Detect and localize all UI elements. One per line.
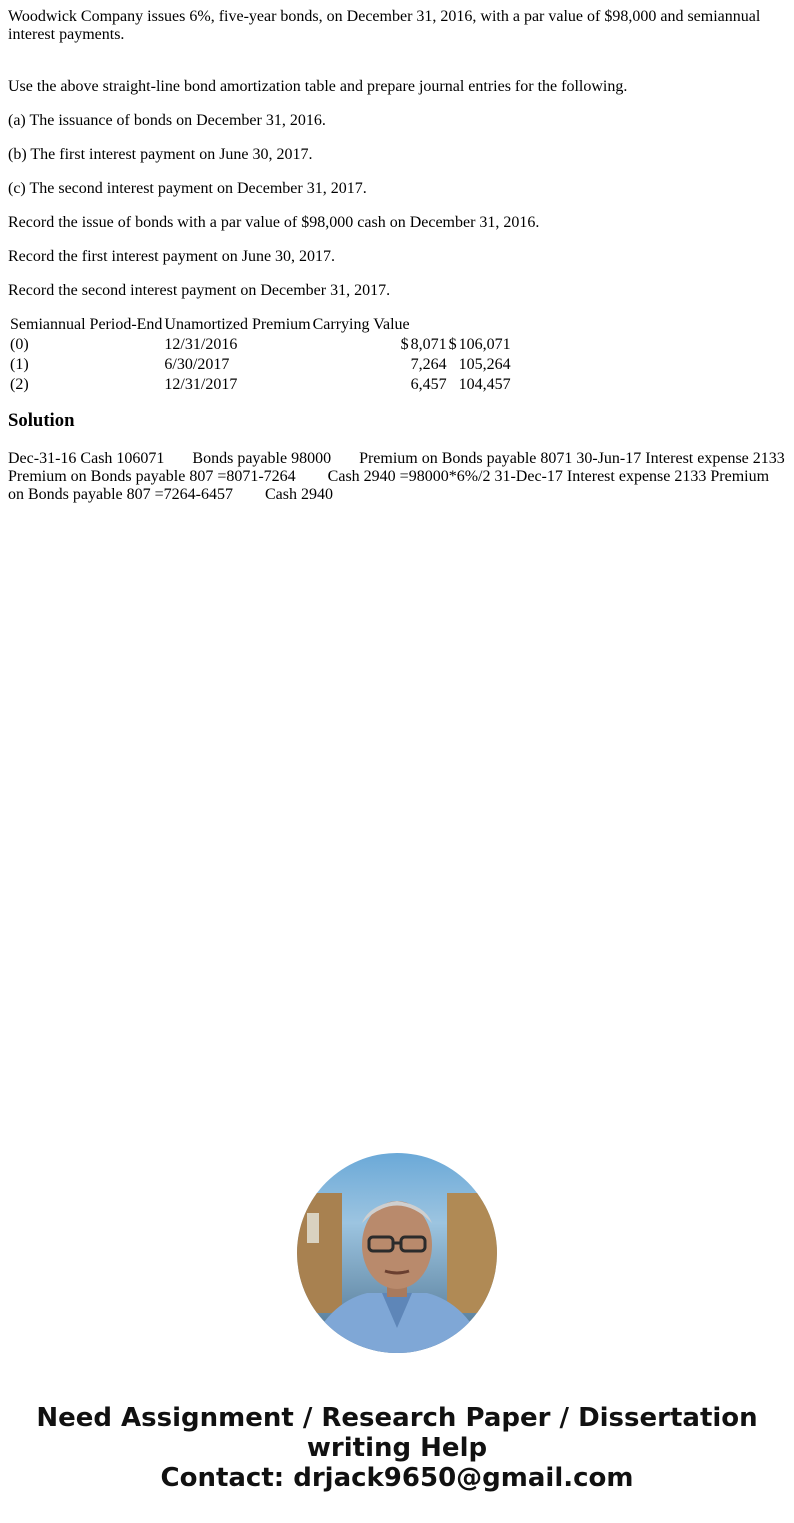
premium-cell: 8,071 (410, 336, 447, 353)
promo-contact: Contact: drjack9650@gmail.com (160, 1463, 634, 1493)
premium-cell: 7,264 (410, 356, 447, 373)
promo-line-1: Need Assignment / Research Paper / Dissertation (36, 1403, 758, 1433)
record-issue: Record the issue of bonds with a par value of $98,000 cash on December 31, 2016. (8, 214, 540, 231)
author-photo (297, 1153, 497, 1353)
currency-symbol: $ (400, 336, 409, 353)
question-intro: Woodwick Company issues 6%, five-year bonds, on December 31, 2016, with a par value of $98,000 and semiannual interest payments. (8, 8, 761, 43)
question-instruction: Use the above straight-line bond amortization table and prepare journal entries for the following. (8, 78, 628, 95)
promo-line-2: writing Help (306, 1433, 488, 1463)
question-part-c: (c) The second interest payment on December 31, 2017. (8, 180, 367, 197)
date-cell: 12/31/2017 (164, 376, 238, 393)
record-first-payment: Record the first interest payment on June 30, 2017. (8, 248, 336, 265)
document-body (8, 8, 789, 504)
header-carrying: Carrying Value (312, 316, 410, 333)
solution-text: Dec-31-16 Cash 106071 Bonds payable 98000 Premium on Bonds payable 8071 30-Jun-17 Interest expense 2133 Premium on Bonds payable 807 =8071-7264 Cash 2940 =98000*6%/2 31-Dec-17 Interest expense 2133 Premium on Bonds payable 807 =7264-6457 Cash 2940 (8, 450, 789, 503)
premium-cell: 6,457 (410, 376, 447, 393)
period-cell: (2) (10, 376, 29, 393)
question-part-b: (b) The first interest payment on June 30, 2017. (8, 146, 313, 163)
table-header-row (10, 316, 511, 334)
period-cell: (1) (10, 356, 29, 373)
header-period: Semiannual Period-End (10, 316, 163, 333)
promo-banner (0, 1403, 794, 1493)
table-row (10, 376, 511, 394)
author-avatar (297, 1153, 497, 1353)
header-premium: Unamortized Premium (164, 316, 311, 333)
carrying-cell: 106,071 (458, 336, 511, 353)
currency-symbol: $ (448, 336, 457, 353)
date-cell: 6/30/2017 (164, 356, 230, 373)
carrying-cell: 105,264 (458, 356, 511, 373)
record-second-payment: Record the second interest payment on December 31, 2017. (8, 282, 391, 299)
table-row (10, 356, 511, 374)
carrying-cell: 104,457 (458, 376, 511, 393)
date-cell: 12/31/2016 (164, 336, 238, 353)
solution-heading: Solution (8, 410, 75, 431)
amortization-table (8, 314, 513, 396)
question-part-a: (a) The issuance of bonds on December 31, 2016. (8, 112, 326, 129)
table-row (10, 336, 511, 354)
period-cell: (0) (10, 336, 29, 353)
